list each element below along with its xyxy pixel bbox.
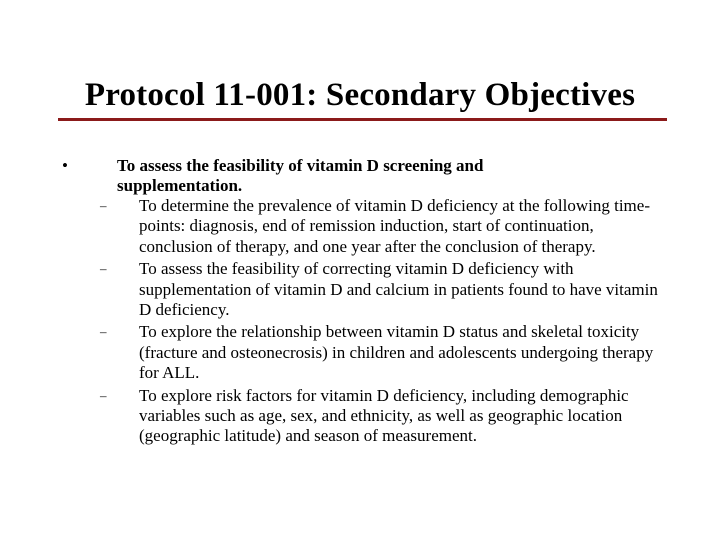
sub-bullet-item <box>0 386 659 447</box>
sub-bullet-text: To assess the feasibility of correcting vitamin D deficiency with supplementation of vitamin D and calcium in patients found to have vitamin D deficiency. <box>139 259 658 320</box>
sub-bullet-item <box>0 322 659 383</box>
bullet-icon: • <box>62 156 68 175</box>
dash-icon: – <box>100 387 107 403</box>
main-bullet-text: To assess the feasibility of vitamin D screening and supplementation. <box>117 156 484 195</box>
dash-icon: – <box>100 198 107 213</box>
dash-icon: – <box>100 324 107 340</box>
sub-bullet-list <box>0 196 720 447</box>
sub-bullet-text: To explore the relationship between vitamin D status and skeletal toxicity (fracture and osteonecrosis) in children and adolescents undergoing therapy for ALL. <box>139 322 654 383</box>
slide-content <box>0 156 720 449</box>
dash-icon: – <box>100 261 107 277</box>
sub-bullet-item <box>0 259 659 320</box>
title-underline-rule <box>58 118 667 121</box>
sub-bullet-text: To determine the prevalence of vitamin D deficiency at the following time-points: diagnosis, end of remission induction, start of continuation, conclusion of therapy, and one year after the conclusion of therapy. <box>139 196 650 256</box>
sub-bullet-item <box>0 196 659 257</box>
main-bullet-item <box>0 156 577 196</box>
slide-title: Protocol 11-001: Secondary Objectives <box>84 77 636 113</box>
sub-bullet-text: To explore risk factors for vitamin D deficiency, including demographic variables such as age, sex, and ethnicity, as well as geographic location (geographic latitude) and season of measurement. <box>139 385 629 446</box>
